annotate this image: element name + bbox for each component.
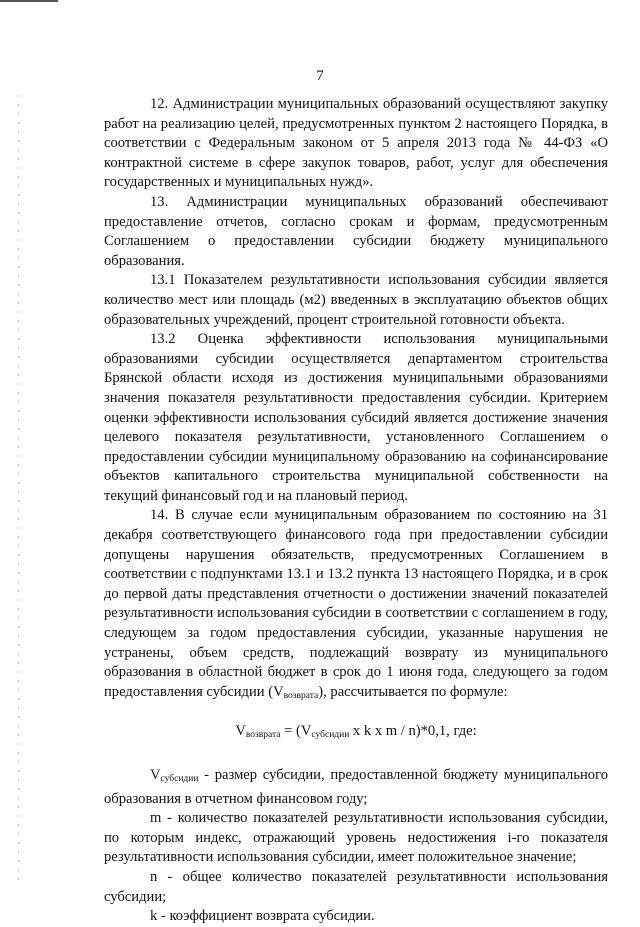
- scan-top-line: [0, 0, 58, 2]
- scan-margin-dots: [18, 95, 19, 885]
- paragraph-14: [104, 506, 608, 706]
- definition-m: m - количество показателей результативности использования субсидии, по которым индекс, отражающий уровень недостижения i-го показателя результативности использования субсидии, имеет положительное значение;: [104, 810, 608, 866]
- definition-n: n - общее количество показателей результативности использования субсидии;: [104, 868, 608, 905]
- definition-v-subscript: субсидии: [160, 774, 199, 784]
- definition-v: [104, 766, 608, 809]
- definition-v-text: - размер субсидии, предоставленной бюджету муниципального образования в отчетном финансовом году;: [104, 767, 608, 807]
- paragraph-13-2: 13.2 Оценка эффективности использования муниципальными образованиями субсидии осуществляется департаментом строительства Брянской области исходя из достижения муниципальными образованиями значения показателя результативности предоставления субсидии. Критерием оценки эффективности использования субсидий является достижение значения целевого показателя результативности, установленного Соглашением о предоставлении субсидии муниципальному образованию на софинансирование объектов капитального строительства муниципальной собственности на текущий финансовый год и на плановый период.: [104, 331, 608, 504]
- paragraph-13-1: 13.1 Показателем результативности использования субсидии является количество мест или площадь (м2) введенных в эксплуатацию объектов общих образовательных учреждений, процент строительной готовности объекта.: [104, 272, 608, 328]
- formula-sub-subsidy: субсидии: [311, 730, 350, 741]
- paragraph-14-tail: ), рассчитывается по формуле:: [318, 683, 508, 700]
- return-formula: [104, 722, 608, 746]
- paragraph-13: 13. Администрации муниципальных образований обеспечивают предоставление отчетов, согласно срокам и формам, предусмотренным Соглашением о предоставлении субсидии бюджету муниципального образования.: [104, 193, 608, 269]
- formula-rest: x k x m / n)*0,1, где:: [349, 723, 477, 740]
- paragraph-12: 12. Администрации муниципальных образований осуществляют закупку работ на реализацию целей, предусмотренных пунктом 2 настоящего Порядка, в соответствии с Федеральным законом от 5 апреля 2013 года № 44-ФЗ «О контрактной системе в сфере закупок товаров, работ, услуг для обеспечения государственных и муниципальных нужд».: [104, 96, 608, 191]
- paragraph-14-text: 14. В случае если муниципальным образованием по состоянию на 31 декабря соответствующего финансового года при предоставлении субсидии допущены нарушения обязательств, предусмотренных Соглашением в соответствии с подпунктами 13.1 и 13.2 пункта 13 настоящего Порядка, и в срок до первой даты представления отчетности о достижении значений показателей результативности использования субсидии в соответствии с соглашением в году, следующем за годом предоставления субсидии, указанные нарушения не устранены, объем средств, подлежащий возврату из муниципального образования в областной бюджет в срок до 1 июня года, следующего за годом предоставления субсидии (V: [104, 507, 608, 700]
- paragraph-14-subscript: возврата: [283, 690, 319, 701]
- definition-v-symbol: V: [150, 767, 161, 783]
- formula-eq: = (V: [280, 723, 312, 740]
- formula-v: V: [235, 723, 246, 740]
- definition-k: k - коэффициент возврата субсидии.: [150, 908, 375, 925]
- page-number: 7: [316, 68, 324, 84]
- document-body: [104, 95, 608, 927]
- formula-sub-return: возврата: [245, 730, 281, 741]
